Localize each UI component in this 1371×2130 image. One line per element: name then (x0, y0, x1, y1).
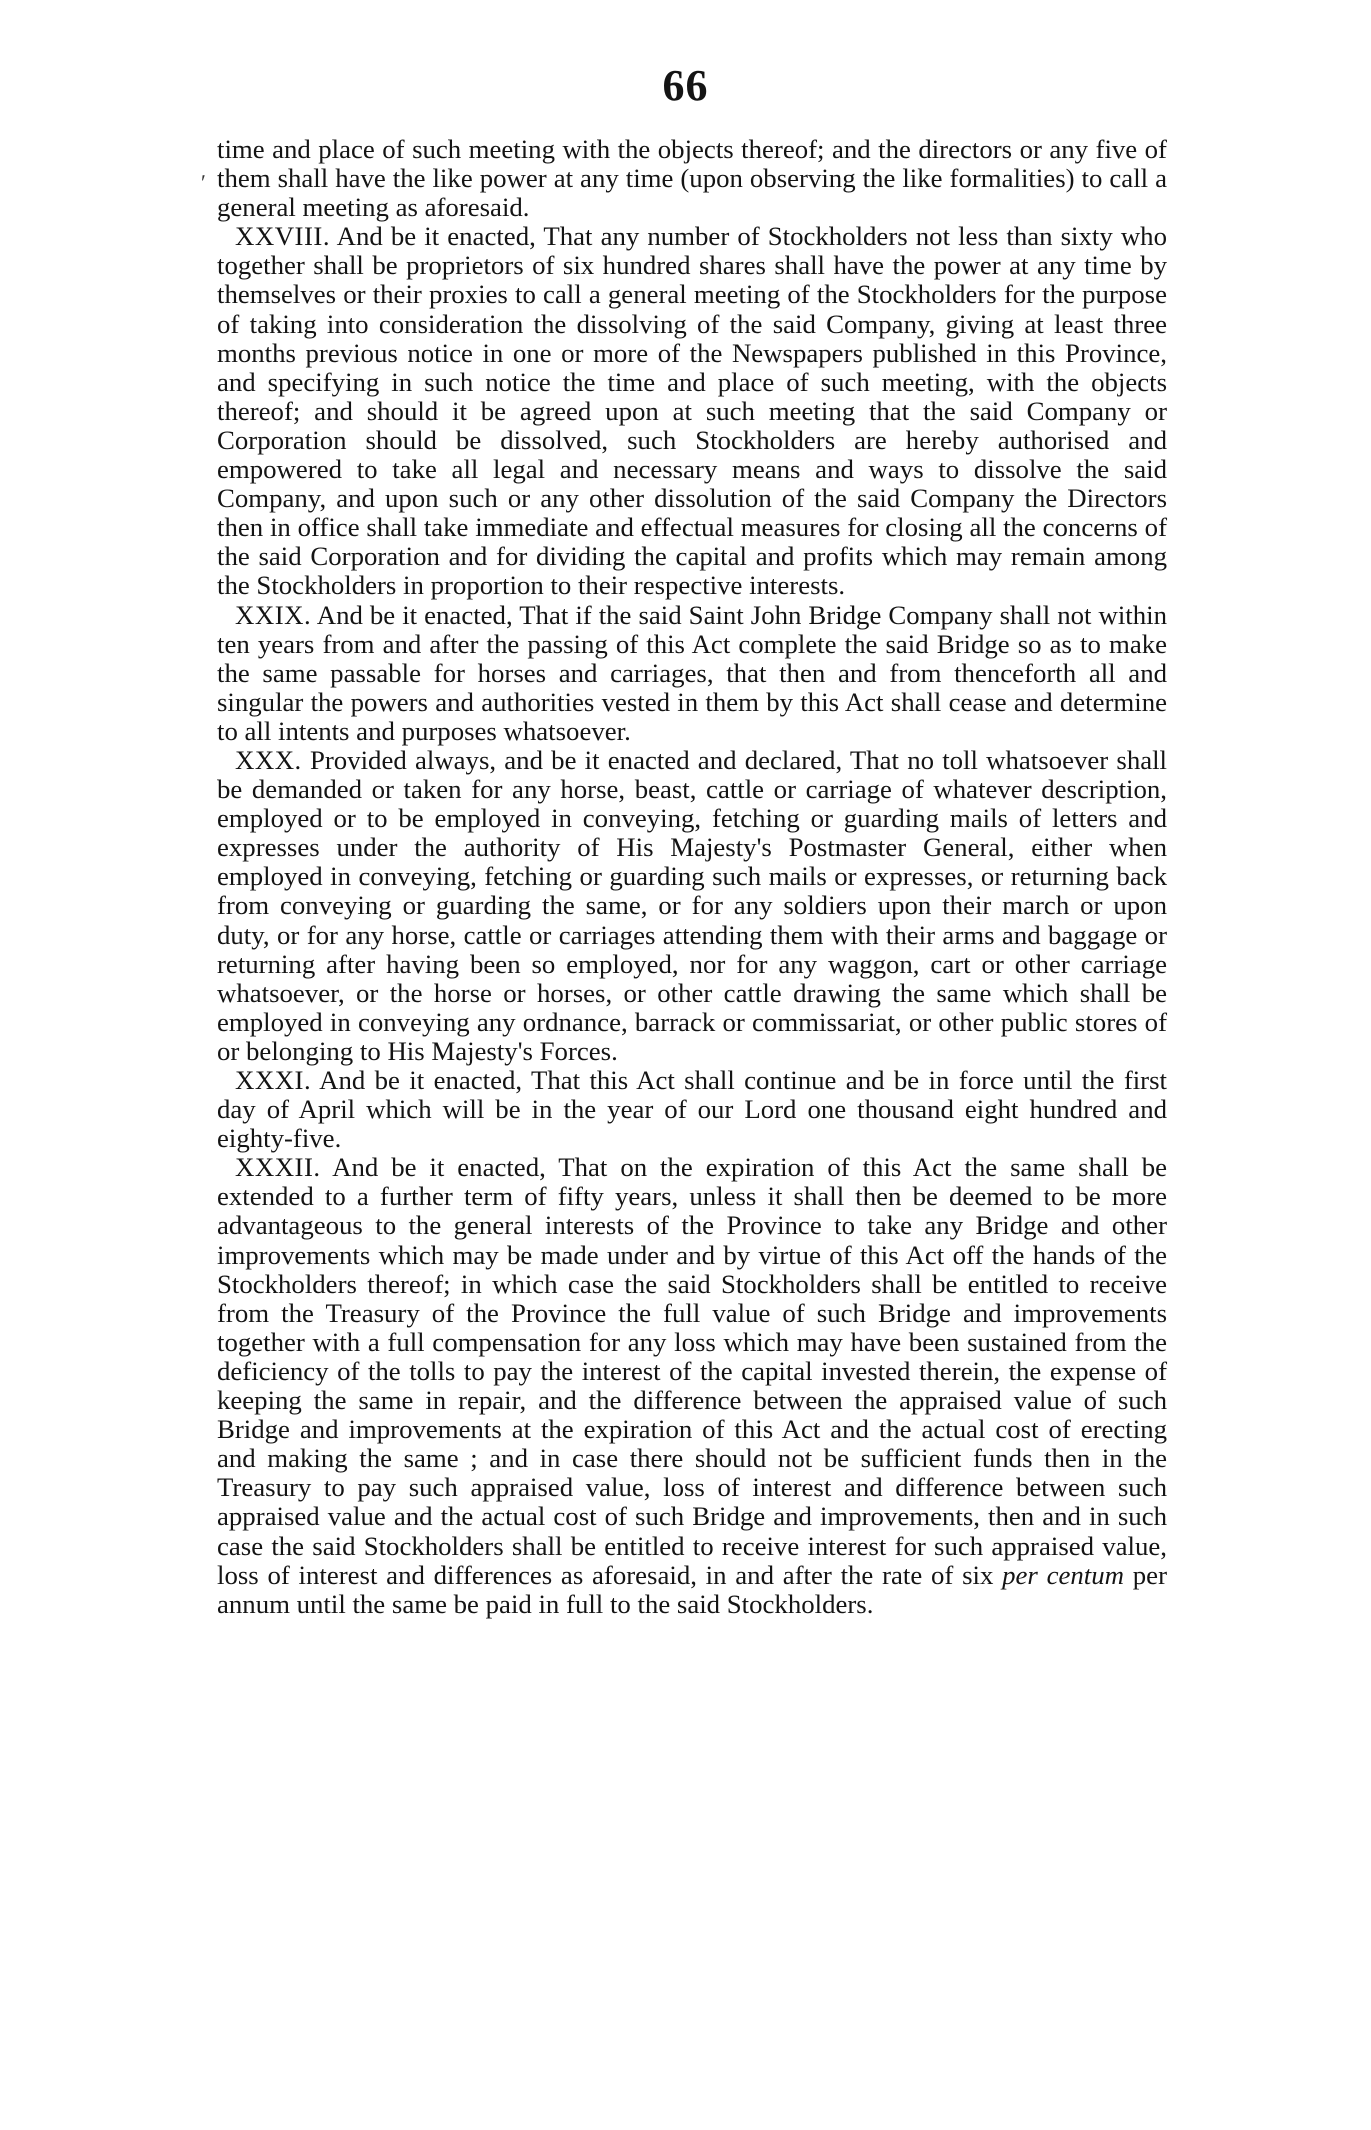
page-number: 66 (662, 61, 709, 110)
section-number: XXXII. (235, 1152, 321, 1183)
paragraph-text: And be it enacted, That this Act shall continue and be in force until the first day of April which will be in the year of our Lord one thousand eight hundred and eighty-five. (217, 1065, 1167, 1154)
section-number: XXVIII. (235, 221, 331, 252)
section-xxix (217, 601, 1167, 746)
section-number: XXXI. (235, 1065, 312, 1095)
section-number: XXIX. (235, 599, 312, 630)
paragraph-continued (217, 135, 1167, 222)
paragraph-text: time and place of such meeting with the objects thereof; and the directors or any five of them shall have the like power at any time (upon observing the like formalities) to call a general meeting as aforesaid. (217, 134, 1167, 223)
margin-mark: ʹ (201, 170, 206, 195)
paragraph-text: And be it enacted, That any number of Stockholders not less than sixty who together shall be proprietors of six hundred shares shall have the power at any time by themselves or their proxies to call a general meeting of the Stockholders for the purpose of taking into consideration the dissolving of the said Company, giving at least three months previous notice in one or more of the Newspapers published in this Province, and specifying in such notice the time and place of such meeting, with the objects thereof; and should it be agreed upon at such meeting that the said Company or Corporation should be dissolved, such Stockholders are hereby authorised and empowered to take all legal and necessary means and ways to dissolve the said Company, and upon such or any other dissolution of the said Company the Directors then in office shall take immediate and effectual measures for closing all the concerns of the said Corporation and for dividing the capital and profits which may remain among the Stockholders in proportion to their respective interests. (217, 221, 1167, 601)
paragraph-text: Provided always, and be it enacted and declared, That no toll whatsoever shall be demanded or taken for any horse, beast, cattle or carriage of whatever description, employed or to be employed in conveying, fetching or guarding mails of letters and expresses under the authority of His Majesty's Postmaster General, either when employed in conveying, fetching or guarding such mails or expresses, or returning back from conveying or guarding the same, or for any soldiers upon their march or upon duty, or for any horse, cattle or carriages attending them with their arms and baggage or returning after having been so employed, nor for any waggon, cart or other carriage whatsoever, or the horse or horses, or other cattle drawing the same which shall be employed in conveying any ordnance, barrack or commissariat, or other public stores of or belonging to His Majesty's Forces. (217, 744, 1167, 1066)
paragraph-text-end: per annum until the same be paid in full to the said Stockholders. (217, 1559, 1167, 1619)
document-body (217, 135, 1167, 1619)
section-xxxi (217, 1066, 1167, 1153)
section-xxxii (217, 1153, 1167, 1619)
section-xxviii (217, 222, 1167, 600)
italic-phrase: per centum (1002, 1559, 1125, 1590)
section-number: XXX. (235, 744, 302, 775)
paragraph-text: And be it enacted, That if the said Saint John Bridge Company shall not within ten years from and after the passing of this Act complete the said Bridge so as to make the same passable for horses and carriages, that then and from thenceforth all and singular the powers and authorities vested in them by this Act shall cease and determine to all intents and purposes whatsoever. (217, 599, 1167, 746)
section-xxx (217, 746, 1167, 1066)
paragraph-text: And be it enacted, That on the expiration of this Act the same shall be extended to a further term of fifty years, unless it shall then be deemed to be more advantageous to the general interests of the Province to take any Bridge and other improvements which may be made under and by virtue of this Act off the hands of the Stockholders thereof; in which case the said Stockholders shall be entitled to receive from the Treasury of the Province the full value of such Bridge and improvements together with a full compensation for any loss which may have been sustained from the deficiency of the tolls to pay the interest of the capital invested therein, the expense of keeping the same in repair, and the difference between the appraised value of such Bridge and improvements at the expiration of this Act and the actual cost of erecting and making the same ; and in case there should not be sufficient funds then in the Treasury to pay such appraised value, loss of interest and difference between such appraised value and the actual cost of such Bridge and improvements, then and in such case the said Stockholders shall be entitled to receive interest for such appraised value, loss of interest and differences as aforesaid, in and after the rate of six (217, 1152, 1167, 1590)
